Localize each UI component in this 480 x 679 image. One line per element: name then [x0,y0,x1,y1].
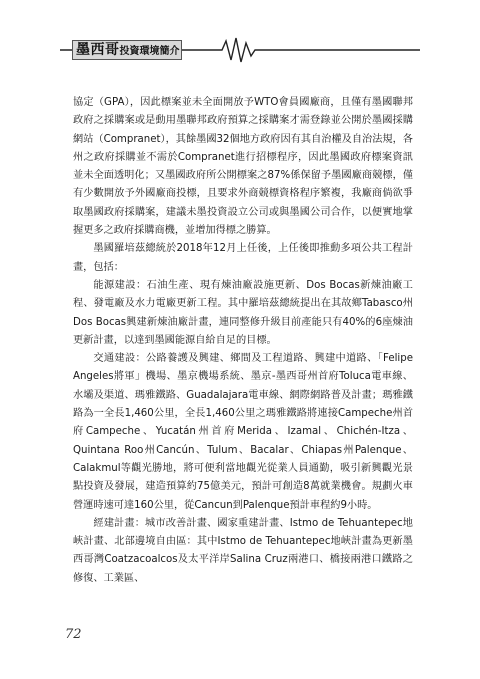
body-text [73,94,413,588]
paragraph-public-works-intro: 墨國羅培茲總統於2018年12月上任後，上任後即推動多項公共工程計畫，包括： [73,243,413,273]
page-number: 72 [65,627,82,642]
paragraph-energy: 能源建設：石油生產、現有煉油廠設施更新、Dos Bocas新煉油廠工程、發電廠及水力電廠更新工程。其中羅培茲總統提出在其故鄉Tabasco州Dos Bocas興建新煉油廠計畫，連同整修升級目前產能只有40%的6座煉油更新計畫，以達到墨國能源自給自足的目標。 [73,279,413,346]
paragraph-economic: 經建計畫：城市改善計畫、國家重建計畫、Istmo de Tehuantepec地峽計畫、北部邊境自由區：其中Istmo de Tehuantepec地峽計畫為更新墨西哥灣Coatzacoalcos及太平洋岸Salina Cruz兩港口、橋接兩港口鐵路之修復、工業區、 [73,517,413,584]
header-title [76,39,180,59]
header-title-main: 墨西哥 [76,42,120,58]
page-header [0,32,480,72]
header-title-sub: 投資環境簡介 [119,46,180,57]
paragraph-gpa-continued: 協定（GPA），因此標案並未全面開放予WTO會員國廠商，且僅有墨國聯邦政府之採購案或是動用墨聯邦政府預算之採購案才需登錄並公開於墨國採購網站（Compranet），其餘墨國32個地方政府因有其自治權及自治法規，各州之政府採購並不需於Compranet進行招標程序，因此墨國政府標案資訊並未全面透明化；又墨國政府所公開標案之87%係保留予墨國廠商競標，僅有少數開放予外國廠商投標，且要求外商競標資格程序繁複，我廠商倘欲爭取墨國政府採購案，建議未墨投資設立公司或與墨國公司合作，以便實地掌握更多之政府採購商機，並增加得標之勝算。 [73,97,413,237]
paragraph-transport: 交通建設：公路養護及興建、鄉間及工程道路、興建中道路、「Felipe Angeles將軍」機場、墨京機場系統、墨京-墨西哥州首府Toluca電車線、水壩及渠道、瑪雅鐵路、Guadalajara電車線、網際網路普及計畫；瑪雅鐵路為一全長1,460公里，全長1,460公里之瑪雅鐵路將連接Campeche州首府Campeche、Yucatán州首府Merida、Izamal、Chichén-Itza、Quintana Roo州Cancún、Tulum、Bacalar、Chiapas州Palenque、Calakmul等觀光勝地，將可便利當地觀光從業人員通勤，吸引新興觀光景點投資及發展，建造預算約75億美元，預計可創造8萬就業機會。規劃火車營運時速可達160公里，從Cancun到Palenque預計車程約9小時。 [73,353,413,511]
